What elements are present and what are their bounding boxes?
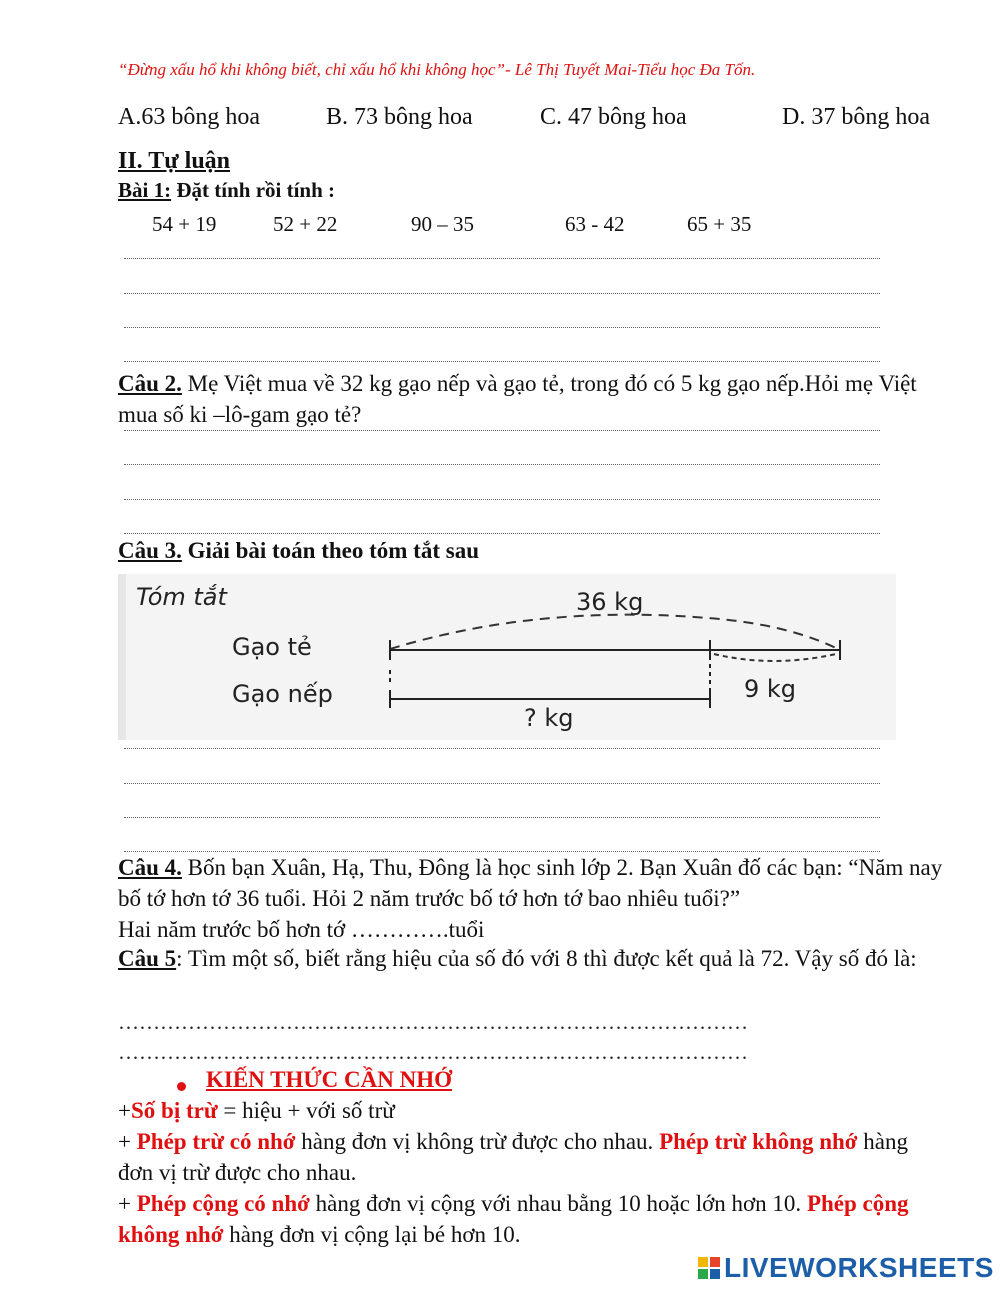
total-brace <box>390 615 840 650</box>
cau2-label: Câu 2. <box>118 371 182 396</box>
answer-line[interactable] <box>124 533 880 534</box>
cau5-text: : Tìm một số, biết rằng hiệu của số đó với 8 thì được kết quả là 72. Vậy số đó là: <box>176 946 917 971</box>
cau2-paragraph <box>118 368 948 430</box>
answer-line[interactable] <box>124 293 880 294</box>
diagram-title: Tóm tắt <box>136 583 227 611</box>
knowledge-line-1: +Số bị trừ = hiệu + với số trừ <box>118 1098 395 1123</box>
cau3-paragraph <box>118 535 948 566</box>
cau5-label: Câu 5 <box>118 946 177 971</box>
cau3-label: Câu 3. <box>118 538 182 563</box>
difference-label: 9 kg <box>744 675 797 703</box>
cau4-label: Câu 4. <box>118 855 182 880</box>
logo-icon <box>698 1257 720 1279</box>
brand-name: LIVEWORKSHEETS <box>724 1252 994 1283</box>
bai1-heading <box>118 178 335 203</box>
cau4-answer-line[interactable]: Hai năm trước bố hơn tớ ………….tuổi <box>118 917 485 942</box>
option-a: A.63 bông hoa <box>118 104 260 130</box>
knowledge-line-2: + Phép trừ có nhớ hàng đơn vị không trừ được cho nhau. Phép trừ không nhớ hàng đơn vị trừ được cho nhau. <box>118 1129 908 1185</box>
knowledge-line-3: + Phép cộng có nhớ hàng đơn vị cộng với nhau bằng 10 hoặc lớn hơn 10. Phép cộng không nhớ hàng đơn vị cộng lại bé hơn 10. <box>118 1191 909 1247</box>
expression-4: 63 - 42 <box>565 212 625 236</box>
row-label-gao-nep: Gạo nếp <box>232 680 333 708</box>
difference-brace <box>714 654 836 661</box>
answer-line[interactable] <box>124 499 880 500</box>
answer-line[interactable] <box>124 783 880 784</box>
knowledge-title: KIẾN THỨC CẦN NHỚ <box>206 1067 452 1092</box>
section-title: II. Tự luận <box>118 148 231 174</box>
cau3-text: Giải bài toán theo tóm tắt sau <box>181 538 479 563</box>
diagram-total-label: 36 kg <box>576 588 644 616</box>
bai1-label: Bài 1: <box>118 178 172 202</box>
summary-diagram <box>118 574 896 740</box>
cau4-paragraph <box>118 852 948 945</box>
unknown-label: ? kg <box>524 704 574 732</box>
cau4-text: Bốn bạn Xuân, Hạ, Thu, Đông là học sinh lớp 2. Bạn Xuân đố các bạn: “Năm nay bố tớ hơn tớ 36 tuổi. Hỏi 2 năm trước bố tớ hơn tớ bao nhiêu tuổi?” <box>118 855 943 911</box>
expression-5: 65 + 35 <box>687 212 752 236</box>
answer-dots[interactable]: ……………………………………………………………………………… <box>118 1040 748 1064</box>
cau5-paragraph <box>118 943 948 974</box>
expression-3: 90 – 35 <box>411 212 474 236</box>
cau2-text: Mẹ Việt mua về 32 kg gạo nếp và gạo tẻ, trong đó có 5 kg gạo nếp.Hỏi mẹ Việt mua số ki –lô-gam gạo tẻ? <box>118 371 917 427</box>
row-label-gao-te: Gạo tẻ <box>232 633 312 661</box>
bullet-icon <box>177 1082 186 1091</box>
summary-diagram-svg <box>118 574 896 740</box>
option-b: B. 73 bông hoa <box>326 104 473 130</box>
knowledge-block <box>118 1095 948 1250</box>
answer-line[interactable] <box>124 748 880 749</box>
option-c: C. 47 bông hoa <box>540 104 687 130</box>
liveworksheets-logo <box>698 1253 994 1283</box>
header-quote: “Đừng xấu hổ khi không biết, chỉ xấu hổ khi không học”- Lê Thị Tuyết Mai-Tiểu học Đa Tốn. <box>118 60 756 79</box>
option-d: D. 37 bông hoa <box>782 104 930 130</box>
expression-1: 54 + 19 <box>152 212 217 236</box>
expression-2: 52 + 22 <box>273 212 338 236</box>
answer-line[interactable] <box>124 327 880 328</box>
bai1-text: Đặt tính rồi tính : <box>171 178 336 202</box>
answer-line[interactable] <box>124 361 880 362</box>
answer-line[interactable] <box>124 430 880 431</box>
answer-line[interactable] <box>124 258 880 259</box>
answer-line[interactable] <box>124 817 880 818</box>
answer-line[interactable] <box>124 464 880 465</box>
answer-dots[interactable]: ……………………………………………………………………………… <box>118 1010 748 1034</box>
